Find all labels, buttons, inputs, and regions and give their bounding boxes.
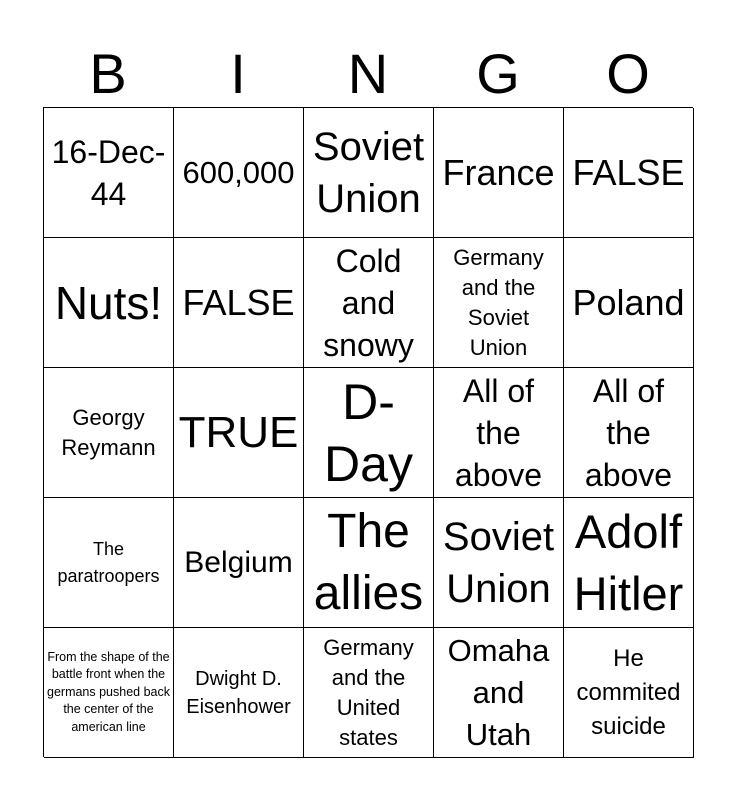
cell-text: Adolf Hitler [573, 504, 684, 620]
cell-text: France [442, 151, 555, 193]
bingo-cell[interactable] [44, 628, 174, 758]
bingo-grid [43, 107, 693, 757]
cell-text: Soviet Union [312, 124, 425, 221]
bingo-cell[interactable] [434, 108, 564, 238]
cell-text: Poland [572, 281, 685, 323]
header-letter-i: I [230, 42, 246, 105]
cell-text: Dwight D. Eisenhower [186, 667, 291, 718]
bingo-cell[interactable] [434, 628, 564, 758]
cell-text: The allies [313, 504, 424, 620]
bingo-cell[interactable] [304, 238, 434, 368]
cell-text: From the shape of the battle front when the germans pushed back the center of the american line [47, 649, 170, 734]
cell-text: Omaha and Utah [447, 632, 550, 752]
bingo-cell[interactable] [564, 108, 694, 238]
cell-text: FALSE [182, 281, 295, 323]
bingo-cell[interactable] [564, 238, 694, 368]
cell-text: Georgy Reymann [61, 404, 156, 460]
cell-text: All of the above [584, 372, 673, 493]
header-letter-n: N [347, 42, 389, 105]
cell-text: The paratroopers [57, 538, 160, 586]
bingo-cell[interactable] [44, 238, 174, 368]
bingo-cell[interactable] [44, 498, 174, 628]
bingo-cell[interactable] [564, 498, 694, 628]
bingo-cell[interactable] [174, 108, 304, 238]
cell-text: TRUE [178, 407, 299, 457]
bingo-cell[interactable] [434, 238, 564, 368]
cell-text: Germany and the Soviet Union [453, 244, 544, 360]
bingo-cell[interactable] [174, 628, 304, 758]
cell-text: He commited suicide [576, 644, 681, 740]
cell-text: Germany and the United states [323, 634, 414, 750]
cell-text: FALSE [572, 151, 685, 193]
bingo-cell[interactable] [174, 368, 304, 498]
cell-text: 600,000 [182, 154, 295, 190]
bingo-cell[interactable] [174, 238, 304, 368]
header-letter-b: B [89, 42, 127, 105]
bingo-cell[interactable] [564, 368, 694, 498]
header-letter-o: O [606, 42, 650, 105]
cell-text: 16-Dec-44 [51, 133, 166, 212]
bingo-cell[interactable] [304, 368, 434, 498]
bingo-cell[interactable] [304, 498, 434, 628]
bingo-cell[interactable] [304, 108, 434, 238]
cell-text: Cold and snowy [323, 242, 414, 363]
bingo-cell[interactable] [564, 628, 694, 758]
cell-text: Nuts! [54, 276, 163, 329]
cell-text: Belgium [184, 545, 293, 579]
bingo-header [43, 40, 693, 108]
cell-text: All of the above [454, 372, 543, 493]
header-letter-g: G [476, 42, 520, 105]
cell-text: Soviet Union [442, 514, 555, 611]
cell-text: D-Day [324, 373, 413, 492]
bingo-cell[interactable] [44, 368, 174, 498]
bingo-cell[interactable] [434, 498, 564, 628]
bingo-cell[interactable] [174, 498, 304, 628]
bingo-cell[interactable] [304, 628, 434, 758]
bingo-cell[interactable] [434, 368, 564, 498]
bingo-cell[interactable] [44, 108, 174, 238]
